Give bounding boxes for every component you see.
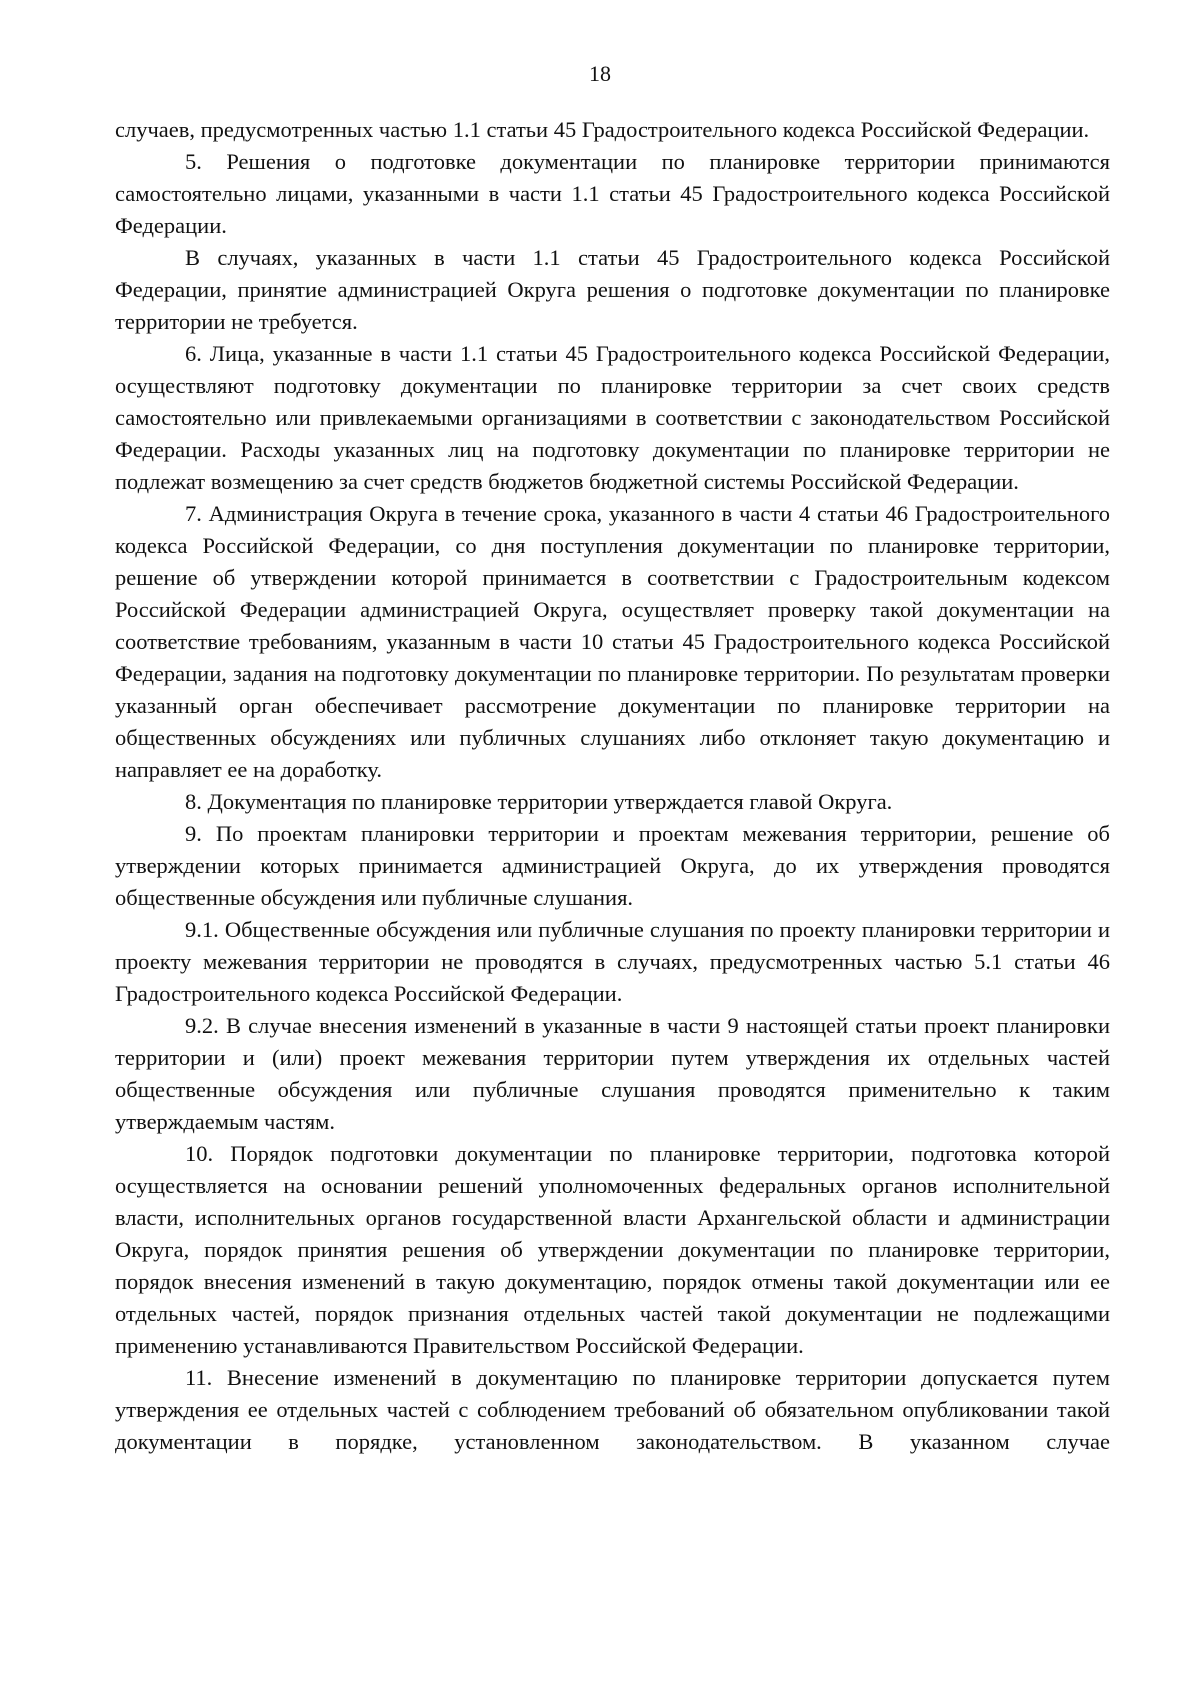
paragraph-item-9-1: 9.1. Общественные обсуждения или публичные слушания по проекту планировки территории и проекту межевания территории не проводятся в случаях, предусмотренных частью 5.1 статьи 46 Градостроительного кодекса Российской Федерации. (115, 917, 1110, 1006)
paragraph-item-7: 7. Администрация Округа в течение срока, указанного в части 4 статьи 46 Градостроительного кодекса Российской Федерации, со дня поступления документации по планировке территории, решение об утверждении которой принимается в соответствии с Градостроительным кодексом Российской Федерации администрацией Округа, осуществляет проверку такой документации на соответствие требованиям, указанным в части 10 статьи 45 Градостроительного кодекса Российской Федерации, задания на подготовку документации по планировке территории. По результатам проверки указанный орган обеспечивает рассмотрение документации по планировке территории на общественных обсуждениях или публичных слушаниях либо отклоняет такую документацию и направляет ее на доработку. (115, 501, 1110, 782)
paragraph-item-9: 9. По проектам планировки территории и проектам межевания территории, решение об утверждении которых принимается администрацией Округа, до их утверждения проводятся общественные обсуждения или публичные слушания. (115, 821, 1110, 910)
paragraph-item-9-2: 9.2. В случае внесения изменений в указанные в части 9 настоящей статьи проект планировки территории и (или) проект межевания территории путем утверждения их отдельных частей общественные обсуждения или публичные слушания проводятся применительно к таким утверждаемым частям. (115, 1013, 1110, 1134)
paragraph-item-5: 5. Решения о подготовке документации по планировке территории принимаются самостоятельно лицами, указанными в части 1.1 статьи 45 Градостроительного кодекса Российской Федерации. (115, 149, 1110, 238)
page-number: 18 (589, 61, 611, 86)
paragraph-item-10: 10. Порядок подготовки документации по планировке территории, подготовка которой осуществляется на основании решений уполномоченных федеральных органов исполнительной власти, исполнительных органов государственной власти Архангельской области и администрации Округа, порядок принятия решения об утверждении документации по планировке территории, порядок внесения изменений в такую документацию, порядок отмены такой документации или ее отдельных частей, порядок признания отдельных частей такой документации не подлежащими применению устанавливаются Правительством Российской Федерации. (115, 1141, 1110, 1358)
paragraph-item-6: 6. Лица, указанные в части 1.1 статьи 45 Градостроительного кодекса Российской Федерации, осуществляют подготовку документации по планировке территории за счет своих средств самостоятельно или привлекаемыми организациями в соответствии с законодательством Российской Федерации. Расходы указанных лиц на подготовку документации по планировке территории не подлежат возмещению за счет средств бюджетов бюджетной системы Российской Федерации. (115, 341, 1110, 494)
paragraph-item-5-cases: В случаях, указанных в части 1.1 статьи 45 Градостроительного кодекса Российской Федерации, принятие администрацией Округа решения о подготовке документации по планировке территории не требуется. (115, 245, 1110, 334)
document-body (115, 114, 1110, 1458)
paragraph-item-11: 11. Внесение изменений в документацию по планировке территории допускается путем утверждения ее отдельных частей с соблюдением требований об обязательном опубликовании такой документации в порядке, установленном законодательством. В указанном случае (115, 1365, 1110, 1454)
paragraph-item-8: 8. Документация по планировке территории утверждается главой Округа. (185, 789, 893, 814)
paragraph-continuation: случаев, предусмотренных частью 1.1 статьи 45 Градостроительного кодекса Российской Федерации. (115, 117, 1090, 142)
